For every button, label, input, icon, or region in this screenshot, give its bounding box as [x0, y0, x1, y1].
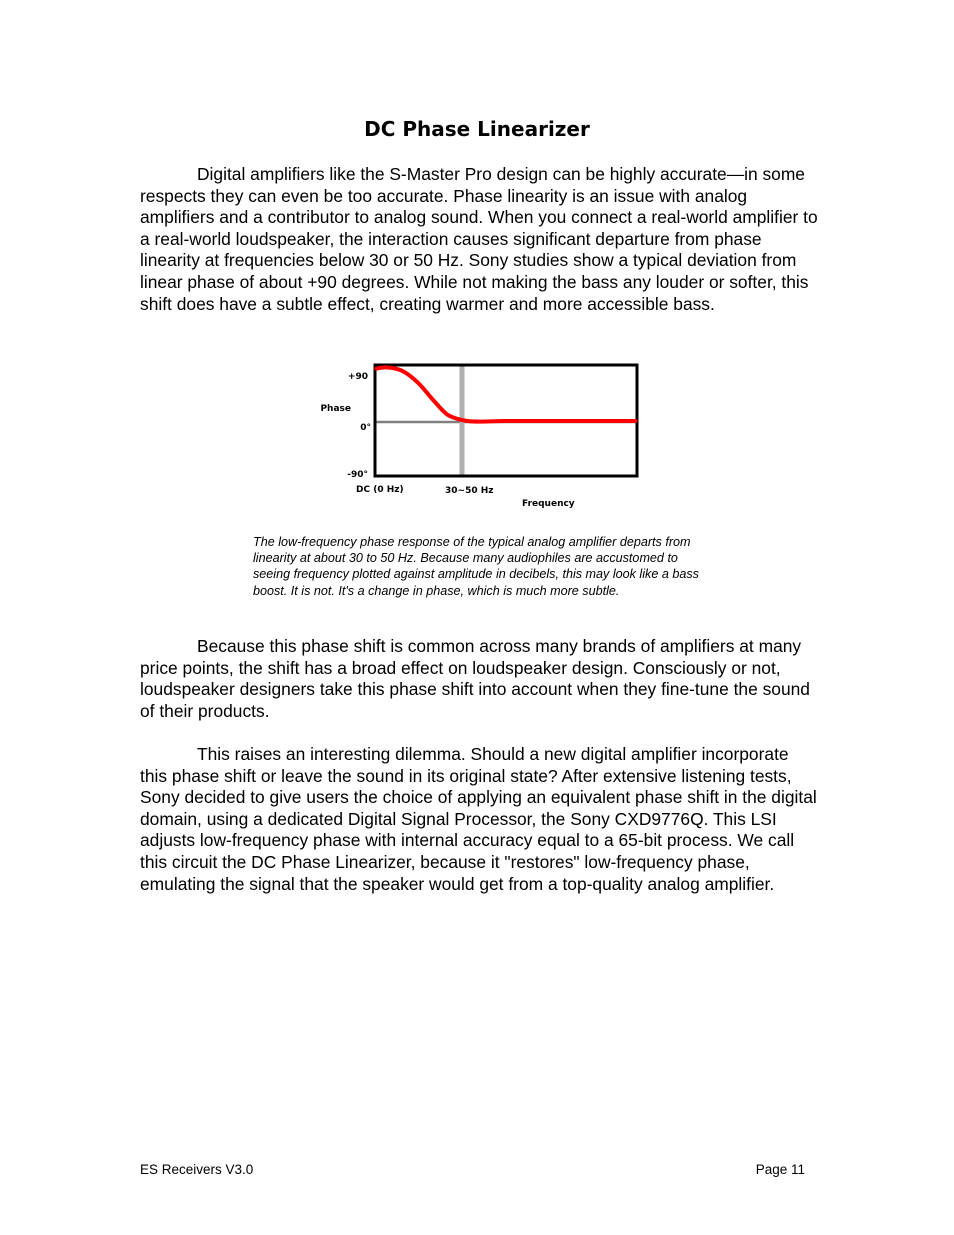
- x-tick-label: DC (0 Hz): [356, 485, 404, 495]
- body-paragraph: Digital amplifiers like the S-Master Pro design can be highly accurate—in some respects they can even be too accurate. Phase linearity is an issue with analog amplifiers and a contributor to analog sound. When you connect a real-world amplifier to a real-world loudspeaker, the interaction causes significant departure from phase linearity at frequencies below 30 or 50 Hz. Sony studies show a typical deviation from linear phase of about +90 degrees. While not making the bass any louder or softer, this shift does have a subtle effect, creating warmer and more accessible bass.: [140, 164, 818, 314]
- body-paragraph: This raises an interesting dilemma. Should a new digital amplifier incorporate this phase shift or leave the sound in its original state? After extensive listening tests, Sony decided to give users the choice of applying an equivalent phase shift in the digital domain, using a dedicated Digital Signal Processor, the Sony CXD9776Q. This LSI adjusts low-frequency phase with internal accuracy equal to a 65-bit process. We call this circuit the DC Phase Linearizer, because it "restores" low-frequency phase, emulating the signal that the speaker would get from a top-quality analog amplifier.: [140, 744, 817, 894]
- body-paragraph: Because this phase shift is common across many brands of amplifiers at many price points, the shift has a broad effect on loudspeaker design. Consciously or not, loudspeaker designers take this phase shift into account when they fine-tune the sound of their products.: [140, 636, 810, 721]
- footer-page-number: Page 11: [755, 1162, 805, 1177]
- x-axis-label: Frequency: [522, 499, 575, 509]
- y-tick-label: 0°: [360, 423, 371, 433]
- y-tick-label: -90°: [347, 470, 368, 480]
- figure-caption: The low-frequency phase response of the typical analog amplifier departs from linearity at about 30 to 50 Hz. Because many audiophiles are accustomed to seeing frequency plotted against amplitude in decibels, this may look like a bass boost. It is not. It's a change in phase, which is much more subtle.: [253, 535, 699, 598]
- y-axis-label: Phase: [320, 404, 351, 414]
- phase-response-chart: [300, 355, 660, 520]
- y-tick-label: +90: [347, 372, 368, 382]
- section-title: DC Phase Linearizer: [364, 117, 590, 141]
- footer-document-title: ES Receivers V3.0: [140, 1162, 254, 1177]
- x-tick-label: 30~50 Hz: [445, 486, 494, 496]
